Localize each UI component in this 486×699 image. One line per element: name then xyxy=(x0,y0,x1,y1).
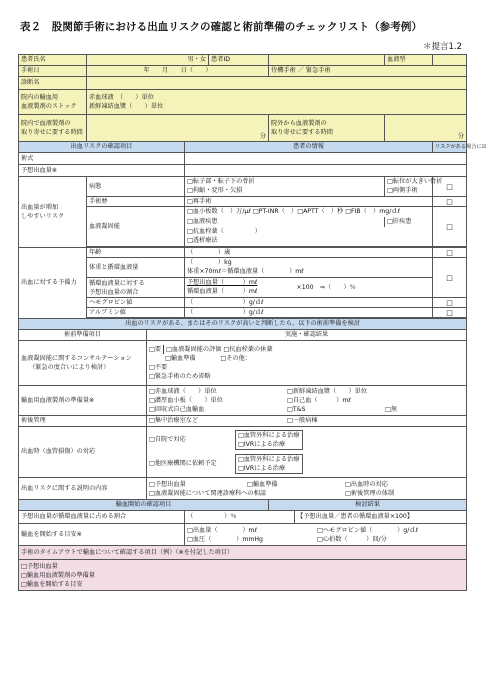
explain-row xyxy=(19,478,467,500)
prep-result-header: 実施・確認結果 xyxy=(147,330,467,341)
transfusion-result-header: 検討結果 xyxy=(269,500,467,511)
hemorrhage-options xyxy=(147,427,467,478)
hemorrhage-row xyxy=(19,427,467,478)
timeout-guide-check[interactable]: □輸血を開始する目安 xyxy=(21,580,83,588)
surgery-type-label: 術式 xyxy=(19,153,185,165)
loss-ratio-field[interactable]: （ ）％ xyxy=(185,511,295,524)
timeout-loss-check[interactable]: □予想出血量 xyxy=(21,562,58,570)
weight-label: 体重と循環血液量 xyxy=(87,258,185,278)
general-ward-check[interactable]: □一般病棟 xyxy=(287,417,318,424)
loss-ratio-row xyxy=(19,511,467,524)
icu-check[interactable]: □集中治療室など xyxy=(149,417,199,424)
in-house-order-field[interactable]: 分 xyxy=(87,115,269,142)
consult-check-coag[interactable]: □血液凝固能の評価 □抗血栓薬の休薬 xyxy=(166,346,273,353)
consult-not-required-check[interactable]: □不要 xyxy=(149,364,168,371)
ts-check[interactable]: □T&S xyxy=(287,406,306,413)
age-risk-checkbox[interactable]: □ xyxy=(433,248,467,258)
alb-label: アルブミン値 xyxy=(87,308,185,318)
patient-info-header: 患者の情報 xyxy=(185,142,433,153)
circulating-volume-field[interactable]: 体重×70mℓ＝循環血液量（ ）mℓ xyxy=(185,268,433,278)
stock-field[interactable]: 赤血球液 （ ）単位 新鮮凍結血漿（ ）単位 xyxy=(87,90,467,115)
history-risk-checkbox[interactable]: □ xyxy=(433,197,467,207)
stock-label: 院内の輸血用 血液製剤のストック xyxy=(19,90,87,115)
weight-row-1 xyxy=(19,258,467,268)
timeout-items-row xyxy=(19,560,467,591)
consult-label: 血液凝固能に関するコンサルテーション （緊急の度合いにより検討） xyxy=(19,341,147,386)
hb-risk-checkbox[interactable]: □ xyxy=(433,298,467,308)
consult-required-check[interactable]: □要 xyxy=(149,346,162,353)
surgery-date-field[interactable]: 年 月 日（ ） xyxy=(87,66,269,77)
sex-field[interactable]: 男・女 xyxy=(87,55,209,66)
surgery-date-label: 手術日 xyxy=(19,66,87,77)
explain-transfusion-check[interactable]: □輸血準備 xyxy=(247,480,278,488)
timeout-blood-prep-check[interactable]: □輸血用血液製剤の準備量 xyxy=(21,571,95,579)
reference-note: ＊提言1.2 xyxy=(422,42,462,52)
age-label: 年齢 xyxy=(87,248,185,258)
ratio-row-1 xyxy=(19,278,467,288)
history-row xyxy=(19,197,467,207)
history-label: 手術歴 xyxy=(87,197,185,207)
weight-field[interactable]: （ ）kg xyxy=(185,258,433,268)
ratio-result-field[interactable]: ×100 ⇒（ ）％ xyxy=(295,278,433,298)
consult-skip-check[interactable]: □緊急手術のため省略 xyxy=(149,373,211,380)
hb-field[interactable]: （ ）g/ｄℓ xyxy=(185,298,433,308)
patient-id-field[interactable] xyxy=(269,55,385,66)
alb-risk-checkbox[interactable]: □ xyxy=(433,308,467,318)
explain-label: 出血リスクに関する説明の内容 xyxy=(19,478,147,500)
ratio-circulating-field[interactable]: 循環血液量（ ）mℓ xyxy=(185,288,295,298)
blood-prep-row xyxy=(19,386,467,416)
weight-risk-checkbox[interactable]: □ xyxy=(433,258,467,298)
patient-id-label: 患者ID xyxy=(209,55,269,66)
blood-type-field[interactable] xyxy=(433,55,467,66)
ffp-check[interactable]: □新鮮凍結血漿（ ）単位 xyxy=(287,388,368,395)
pathology-row-1 xyxy=(19,177,467,187)
surgery-date-row xyxy=(19,66,467,77)
explain-loss-check[interactable]: □予想出血量 xyxy=(149,480,186,488)
blood-prep-label: 輸血用血液製剤の準備量※ xyxy=(19,386,147,416)
pathology-check-bilateral[interactable]: □両側手術 xyxy=(385,187,433,197)
guide-loss-check[interactable]: □出血量（ ）mℓ xyxy=(187,526,258,534)
other-ivr-check[interactable]: □IVRによる治療 xyxy=(238,465,286,472)
explain-hemorrhage-check[interactable]: □出血時の対応 xyxy=(345,480,388,488)
transfusion-guide-options xyxy=(185,524,467,546)
prep-item-header: 術前準備項目 xyxy=(19,330,147,341)
coag-label: 血液凝固能 xyxy=(87,207,185,247)
ratio-label: 循環血液量に対する 予想出血量の割合 xyxy=(87,278,185,298)
consult-options xyxy=(147,341,467,386)
diagnosis-label: 診断名 xyxy=(19,77,87,90)
guide-bp-check[interactable]: □血圧（ ）mmHg xyxy=(187,535,263,543)
risk-item-header: 出血リスクの確認項目 xyxy=(19,142,185,153)
external-order-field[interactable]: 分 xyxy=(385,115,467,142)
pathology-check-displaced[interactable]: □転位が大きい骨折 xyxy=(385,177,433,187)
pathology-check-fracture[interactable]: □転子部・転子下の骨折 xyxy=(185,177,385,187)
pathology-risk-checkbox[interactable]: □ xyxy=(433,177,467,197)
coag-check-liver-disease[interactable]: □肝疾患 xyxy=(385,217,433,227)
loss-ratio-label: 予想出血量が循環血液量に占める割合 xyxy=(19,511,185,524)
coag-check-antithrombotic[interactable]: □抗血栓薬（ ） xyxy=(185,227,433,237)
guide-hb-check[interactable]: □ヘモグロビン値（ ）g/ｄℓ xyxy=(317,526,419,534)
prep-banner-row xyxy=(19,319,467,330)
post-manage-row xyxy=(19,416,467,427)
coag-risk-checkbox[interactable]: □ xyxy=(433,207,467,247)
expected-loss-row xyxy=(19,165,467,177)
self-vascular-check[interactable]: □血管外科による治療 xyxy=(238,432,300,439)
rbc-check[interactable]: □赤血球液（ ）単位 xyxy=(149,388,217,395)
timeout-header-row xyxy=(19,546,467,560)
diagnosis-field[interactable] xyxy=(87,77,467,90)
blood-type-label: 血液型 xyxy=(385,55,433,66)
transfusion-guide-row xyxy=(19,524,467,546)
stock-row xyxy=(19,90,467,115)
explain-coag-consult-check[interactable]: □血液凝固能について関連診療科への相談 xyxy=(149,489,267,497)
none-check[interactable]: □無 xyxy=(385,406,398,413)
hb-row xyxy=(19,298,467,308)
page-title: 表２ 股関節手術における出血リスクの確認と術前準備のチェックリスト（参考例） xyxy=(20,21,423,33)
patient-name-row xyxy=(19,55,467,66)
explain-post-manage-check[interactable]: □術後管理の体制 xyxy=(345,489,395,497)
patient-name-label: 患者氏名 xyxy=(19,55,87,66)
coag-check-blood-disease[interactable]: □血液疾患 xyxy=(185,217,385,227)
expected-loss-field[interactable] xyxy=(185,165,467,177)
surgery-type-field[interactable] xyxy=(185,153,467,165)
history-check-reoperation[interactable]: □再手術 xyxy=(185,197,433,207)
prep-header-row xyxy=(19,330,467,341)
self-ivr-check[interactable]: □IVRによる治療 xyxy=(238,441,286,448)
risk-header-row xyxy=(19,142,467,153)
hb-label: ヘモグロビン値 xyxy=(87,298,185,308)
explain-options xyxy=(147,478,467,500)
prep-banner: 出血のリスクがある、またはそのリスクが高いと判断したら、以下の術前準備を検討 xyxy=(19,319,467,330)
surgery-urgency-field[interactable]: 待機手術 ／ 緊急手術 xyxy=(269,66,467,77)
guide-hr-check[interactable]: □心拍数（ ）回/分 xyxy=(317,535,387,543)
blood-prep-options xyxy=(147,386,467,416)
external-order-label: 院外から血液製剤の 取り寄せに要する時間 xyxy=(269,115,385,142)
timeout-items xyxy=(19,560,467,591)
pathology-label: 病態 xyxy=(87,177,185,197)
in-house-order-label: 院内で血液製剤の 取り寄せに要する時間 xyxy=(19,115,87,142)
bleed-risk-group-label: 出血量が増加 しやすいリスク xyxy=(19,177,87,248)
hemorrhage-label: 出血時（血管損傷）の対応 xyxy=(19,427,147,478)
risk-check-header: リスクがある場合に☑ xyxy=(433,142,467,153)
other-hospital-check[interactable]: □他医療機関に依頼予定 xyxy=(149,460,217,467)
alb-field[interactable]: （ ）g/ｄℓ xyxy=(185,308,433,318)
autologous-check[interactable]: □自己血（ ）mℓ xyxy=(287,397,351,404)
diagnosis-row xyxy=(19,77,467,90)
tolerance-group-label: 出血に対する予備力 xyxy=(19,248,87,319)
timeout-header: 手術のタイムアウトで輸血について確認する項目（例）（※を付記した項目） xyxy=(19,546,467,560)
transfusion-header-row xyxy=(19,500,467,511)
transfusion-guide-label: 輸血を開始する目安※ xyxy=(19,524,185,546)
coag-row-1 xyxy=(19,207,467,217)
consult-row xyxy=(19,341,467,386)
other-vascular-check[interactable]: □血管外科による治療 xyxy=(238,456,300,463)
platelet-check[interactable]: □濃厚血小板（ ）単位 xyxy=(149,397,223,404)
age-row xyxy=(19,248,467,258)
coag-check-dialysis[interactable]: □透析療法 xyxy=(185,237,433,247)
surgery-type-row xyxy=(19,153,467,165)
consult-check-transfusion[interactable]: □輸血準備 □その他： xyxy=(165,355,251,362)
cell-salvage-check[interactable]: □回収式自己血輸血 xyxy=(149,406,205,413)
age-field[interactable]: （ ）歳 xyxy=(185,248,433,258)
loss-ratio-formula: 【予想出血量／患者の循環血液量×100】 xyxy=(295,511,467,524)
post-manage-label: 術後管理 xyxy=(19,416,147,427)
pathology-check-contracture[interactable]: □拘縮・変形・欠損 xyxy=(185,187,385,197)
post-manage-options xyxy=(147,416,467,427)
checklist-table xyxy=(18,54,486,591)
self-hospital-check[interactable]: □自院で対応 xyxy=(149,436,186,443)
order-time-row xyxy=(19,115,467,142)
expected-loss-label: 予想出血量※ xyxy=(19,165,185,177)
alb-row xyxy=(19,308,467,318)
transfusion-item-header: 輸血開始の確認項目 xyxy=(19,500,269,511)
ratio-expected-field[interactable]: 予想出血量（ ）mℓ xyxy=(185,278,295,288)
coag-lab-values[interactable]: □血小板数（ ）万/μℓ □PT-INR（ ）□APTT（ ）秒 □FIB（ ）mg/ｄℓ xyxy=(185,207,433,217)
